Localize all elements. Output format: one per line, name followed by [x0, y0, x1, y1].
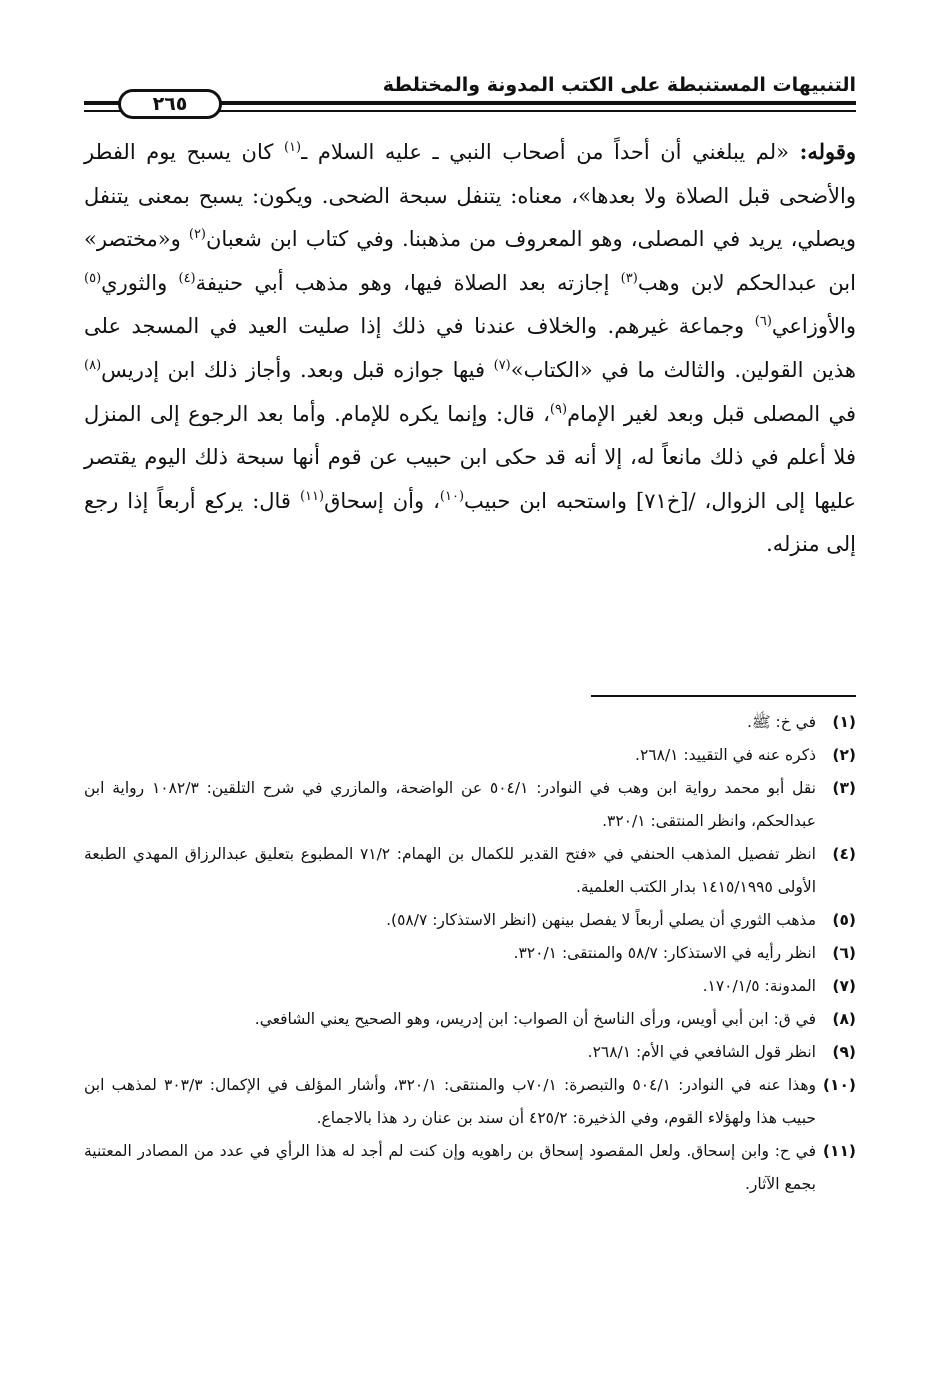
footnote-item — [84, 1069, 856, 1135]
footnote-text: ذكره عنه في التقييد: ٢٦٨/١. — [635, 746, 816, 764]
lead-word: وقوله: — [799, 139, 856, 164]
footnote-ref[interactable]: (٤) — [178, 270, 196, 286]
footnote-ref[interactable]: (١٠) — [439, 488, 465, 504]
text-segment: في المصلى قبل وبعد لغير الإمام — [567, 401, 856, 426]
main-paragraph — [84, 130, 856, 567]
footnote-number: (١٠) — [822, 1076, 856, 1094]
footnote-item — [84, 838, 856, 904]
text-segment: ، قال: وإنما يكره للإمام. وأما بعد الرجوع إلى المنزل فلا أعلم في ذلك مانعاً له، إلا أنه قد حكى ابن حبيب عن قوم أنها سبحة ذلك اليوم يقتصر عليها إلى الزوال، /[خ٧١] واستحبه ابن حبيب — [84, 401, 856, 513]
footnote-text: في خ: ﷺ. — [746, 713, 816, 731]
footnote-ref[interactable]: (٥) — [84, 270, 102, 286]
footnote-item — [84, 1003, 856, 1036]
text-segment: والأوزاعي — [771, 314, 856, 339]
footnote-ref[interactable]: (٢) — [188, 227, 206, 243]
footnote-ref[interactable]: (٧) — [493, 357, 511, 373]
footnote-item — [84, 970, 856, 1003]
footnote-text: مذهب الثوري أن يصلي أربعاً لا يفصل بينهن (انظر الاستذكار: ٥٨/٧). — [386, 911, 816, 929]
page-number: ٢٦٥ — [118, 89, 222, 119]
footnote-number: (٢) — [832, 746, 856, 764]
footnote-separator — [591, 695, 856, 697]
running-title: التنبيهات المستنبطة على الكتب المدونة والمختلطة — [382, 74, 856, 96]
footnote-item — [84, 739, 856, 772]
footnote-text: نقل أبو محمد رواية ابن وهب في النوادر: ٥٠٤/١ عن الواضحة، والمازري في شرح التلقين: ١٠٨٢/٣ رواية ابن عبدالحكم، وانظر المنتقى: ٣٢٠/١. — [84, 779, 816, 830]
book-page — [84, 0, 856, 1379]
text-segment: فيها جوازه قبل وبعد. وأجاز ذلك ابن إدريس — [101, 357, 494, 382]
footnote-number: (٤) — [832, 845, 856, 863]
text-segment: كان يسبح يوم الفطر والأضحى قبل الصلاة ولا بعدها»، معناه: يتنفل سبحة الضحى. ويكون: يسبح بمعنى يتنفل ويصلي، يريد في المصلى، وهو المعروف من مذهبنا. وفي كتاب ابن شعبان — [84, 140, 856, 252]
footnote-item — [84, 904, 856, 937]
footnote-number: (٣) — [832, 779, 856, 797]
footnote-number: (١١) — [822, 1142, 856, 1160]
text-segment: وجماعة غيرهم. والخلاف عندنا في ذلك إذا صليت العيد في المسجد على هذين القولين. والثالث ما في «الكتاب» — [84, 314, 856, 382]
text-segment: ، وأن إسحاق — [324, 488, 440, 513]
footnote-ref[interactable]: (١) — [283, 140, 302, 155]
footnote-text: في ق: ابن أبي أويس، ورأى الناسخ أن الصواب: ابن إدريس، وهو الصحيح يعني الشافعي. — [254, 1010, 816, 1028]
text-segment: والثوري — [101, 270, 179, 295]
footnote-number: (٩) — [832, 1043, 856, 1061]
footnote-text: انظر قول الشافعي في الأم: ٢٦٨/١. — [587, 1043, 816, 1061]
footnote-number: (٨) — [832, 1010, 856, 1028]
footnote-text: وهذا عنه في النوادر: ٥٠٤/١ والتبصرة: ٧٠/١ب والمنتقى: ٣٢٠/١، وأشار المؤلف في الإكمال: ٣٠٣/٣ لمذهب ابن حبيب هذا ولهؤلاء القوم، وفي الذخيرة: ٤٢٥/٢ أن سند بن عنان رد هذا بالاجماع. — [84, 1076, 816, 1127]
text-segment: و«مختصر» ابن عبدالحكم لابن وهب — [84, 227, 856, 295]
footnote-item — [84, 1036, 856, 1069]
footnote-ref[interactable]: (١١) — [299, 488, 325, 504]
footnote-item — [84, 706, 856, 739]
text-segment: قال: يركع أربعاً إذا رجع إلى منزله. — [84, 488, 856, 557]
footnote-number: (٧) — [832, 977, 856, 995]
footnote-item — [84, 772, 856, 838]
footnote-text: انظر رأيه في الاستذكار: ٥٨/٧ والمنتقى: ٣٢٠/١. — [513, 944, 816, 962]
footnote-text: المدونة: ١٧٠/١/٥. — [702, 977, 816, 995]
footnote-text: في ح: وابن إسحاق. ولعل المقصود إسحاق بن راهويه وإن كنت لم أجد له هذا الرأي في عدد من المصادر المعتنية بجمع الآثار. — [84, 1142, 816, 1193]
footnote-item — [84, 1135, 856, 1201]
text-segment: إجازته بعد الصلاة فيها، وهو مذهب أبي حنيفة — [195, 270, 621, 295]
footnote-number: (١) — [832, 713, 856, 731]
footnote-text: انظر تفصيل المذهب الحنفي في «فتح القدير للكمال بن الهمام: ٧١/٢ المطبوع بتعليق عبدالرزاق المهدي الطبعة الأولى ١٤١٥/١٩٩٥ بدار الكتب العلمية. — [84, 845, 816, 896]
footnote-number: (٥) — [832, 911, 856, 929]
footnotes-list — [84, 706, 856, 1201]
footnote-ref[interactable]: (٦) — [754, 314, 772, 330]
footnote-number: (٦) — [832, 944, 856, 962]
footnote-ref[interactable]: (٩) — [549, 401, 568, 417]
footnote-ref[interactable]: (٨) — [84, 357, 102, 373]
footnote-item — [84, 937, 856, 970]
footnote-ref[interactable]: (٣) — [620, 270, 638, 286]
text-segment: «لم يبلغني أن أحداً من أصحاب النبي ـ عليه السلام ـ — [301, 140, 800, 164]
